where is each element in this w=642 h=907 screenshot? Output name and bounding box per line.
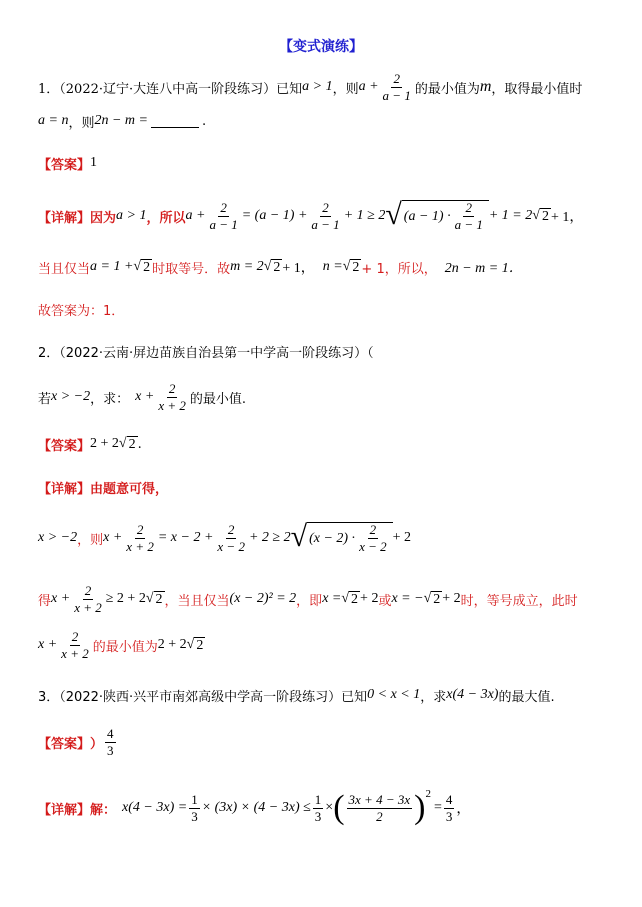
d1-e1: a + [185,208,206,223]
d3-bn: 3x + 4 − 3x [348,791,411,807]
d1-l2d: m = 2 [230,259,264,274]
d2-fd3: x − 2 [359,539,387,554]
q1-ask: 2n − m = [94,113,148,128]
detail-1-line1 [38,196,622,236]
q2-frac [156,382,188,412]
d2-l3-s: 2 [196,637,204,653]
d1-e2: = (a − 1) + [241,208,308,223]
question-1-line2 [38,110,622,132]
d1-l2a: 当且仅当 [38,261,91,277]
a2-sqrt: √ 2 [118,435,136,452]
d1-l2c: 时取等号．故 [152,261,231,277]
q1-then: ，则 [332,81,359,97]
d2-l2j: x = − [391,591,424,606]
d2-fn4: 2 [84,582,92,598]
d2-sqrt: √ (x − 2) · $\frac{2}{x - 2}$ [291,522,393,553]
d2-l3b: 的最小值为 [92,639,158,655]
d1-sqrt2: √ 2 [532,207,549,224]
d1-l2h: 2n − m = 1． [444,261,523,276]
q1-m: m [479,78,492,95]
d2-l1d: = x − 2 + [157,530,214,545]
d2-l3a: x + [38,637,58,652]
d1-text1: 因为 [90,210,117,226]
d2-l1c: x + [103,530,123,545]
d2-frac-3 [357,523,389,553]
d2-l2-sqrt3: √ 2 [423,590,441,607]
q1-period: . [201,113,207,129]
d2-fd4: x + 2 [74,599,102,615]
d1-l2-s3: 2 [352,259,360,275]
q3-mid: ，求 [420,689,447,705]
d3-f2n: 1 [314,791,322,807]
q1-frac-num: 2 [393,70,400,86]
d2-l2-sqrt: √ 2 [145,590,163,607]
d2-l2f: ，即 [296,593,323,609]
d1-fn1: 2 [220,199,227,215]
d2-l2a: 得 [38,593,52,609]
answer-blank [151,115,199,128]
detail-3-label: 【详解】 [38,802,91,818]
detail-2-line1 [38,518,622,558]
q2-cond: x > −2 [51,389,91,404]
d2-r: (x − 2) · [309,530,356,546]
d1-fd2: a − 1 [311,216,340,232]
d1-l3: 故答案为：1． [38,303,125,319]
d1-fd3: a − 1 [454,217,483,232]
a2-end: . [137,436,142,452]
d2-l2c: ≥ 2 + 2 [105,591,146,606]
q1-suffix: 的最小值为 [414,81,480,97]
detail-2-line3 [38,628,622,662]
d3-text: 解： [90,802,117,818]
d1-l2-sqrt: √ 2 [133,258,151,275]
d1-cond: a > 1 [116,208,147,223]
q3-source: 3．（2022·陕西·兴平市南郊高级中学高一阶段练习）已知 [38,689,368,705]
d2-l2-s: 2 [155,591,163,607]
d2-frac-4 [72,584,104,614]
q1-fraction [381,72,413,102]
d2-l3-sqrt: √ 2 [186,636,204,653]
d3-end: ， [456,802,471,817]
d3-frac-1 [189,793,200,823]
d1-text2: ，所以 [146,210,186,226]
a3-paren: ） [90,736,104,752]
q1-condition: a > 1 [302,79,333,94]
d1-fn3: 2 [465,200,472,216]
d2-l1e: + 2 ≥ 2 [248,530,291,545]
q2-source: 2．（2022·云南·屏边苗族自治县第一中学高一阶段练习）（ [38,345,374,361]
d3-e4: = [433,800,442,815]
d3-f1d: 3 [191,808,198,824]
d1-e4: + 1 = 2 [488,208,533,223]
right-paren: ) [414,789,426,826]
d3-f3n: 4 [445,791,453,807]
detail-2-label: 【详解】 [38,481,91,497]
d3-f3d: 3 [445,808,453,824]
detail-label: 【详解】 [38,210,91,226]
d1-e5: + 1， [550,210,584,225]
q3-expr: x(4 − 3x) [446,687,499,702]
d3-sq: 2 [425,788,431,800]
d1-s2: 2 [541,208,549,224]
d1-r1: (a − 1) · [403,208,451,224]
d1-fn2: 2 [322,199,329,215]
q3-end: 的最大值. [498,689,555,705]
d2-l1b: ，则 [77,532,104,548]
d2-fn2: 2 [227,521,235,537]
left-paren: ( [333,789,345,826]
q2-e1: x + [135,389,155,404]
detail-3 [38,786,622,830]
detail-2-header [38,476,622,498]
q2-fn: 2 [168,380,176,396]
q2-fd: x + 2 [158,397,186,413]
d3-f2d: 3 [314,808,322,824]
d1-l2-sqrt2: √ 2 [263,258,281,275]
d2-fn1: 2 [136,521,144,537]
d2-frac-1 [124,523,156,553]
answer-2-label: 【答案】 [38,438,91,454]
d2-fd5: x + 2 [61,645,89,661]
d1-l2-s2: 2 [273,259,281,275]
a2-v1: 2 + 2 [90,436,119,451]
d1-frac-3 [453,201,485,231]
d3-e3: × [325,800,334,815]
d2-l2-s3: 2 [433,591,441,607]
q1-expr: a + [358,79,379,94]
a3-n: 4 [107,725,114,741]
d3-frac-2 [313,793,324,823]
question-2 [38,340,622,362]
d3-frac-4 [444,793,455,823]
d2-fn5: 2 [71,628,79,644]
section-title: 【变式演练】 [279,39,363,55]
d2-frac-5 [59,630,91,660]
d1-e3: + 1 ≥ 2 [343,208,386,223]
d1-frac-1 [207,201,239,231]
question-1 [38,72,622,102]
d2-l3c: 2 + 2 [157,637,187,652]
q1-end: ，取得最小值时 [491,81,583,97]
d1-radicand [402,200,489,231]
detail-1-line3 [38,298,622,320]
d2-l2h: + 2 [360,591,379,606]
d2-radicand [307,522,393,553]
d2-fd2: x − 2 [217,538,245,554]
question-3 [38,684,622,706]
d1-l2e: + 1， [282,261,315,276]
d2-l2d: ，当且仅当 [164,593,230,609]
d2-l1f: + 2 [392,530,412,545]
d2-text: 由题意可得， [90,481,169,497]
d2-l2k: + 2 [442,591,461,606]
answer-1 [38,152,622,174]
answer-3-label: 【答案】 [38,736,91,752]
d3-e2: × (3x) × (4 − 3x) ≤ [201,800,311,815]
q2-l2b: ，求： [90,391,130,407]
detail-1-line2 [38,255,622,279]
d2-l2-s2: 2 [351,591,359,607]
d2-l2i: 或 [378,593,392,609]
d2-l2e: (x − 2)² = 2 [229,591,297,606]
q3-cond: 0 < x < 1 [367,687,421,702]
a2-s: 2 [128,436,136,452]
a3-frac [105,727,116,757]
answer-label: 【答案】 [38,157,91,173]
q1-mid: ，则 [68,115,95,131]
answer-1-value: 1 [90,155,98,170]
answer-3 [38,722,622,762]
d2-l2b: x + [51,591,71,606]
d2-l2l: 时，等号成立，此时 [460,593,578,609]
detail-2-line2 [38,582,622,616]
q2-l2c: 的最小值. [189,391,246,407]
d2-l1a: x > −2 [38,530,78,545]
question-2-line2 [38,380,622,414]
d1-l2b: a = 1 + [90,259,134,274]
a3-d: 3 [107,742,114,758]
answer-2 [38,432,622,456]
d2-l2g: x = [322,591,342,606]
d1-fd1: a − 1 [209,216,238,232]
d1-l2f: n = [322,259,343,274]
d2-frac-2 [215,523,247,553]
q1-a-eq-n: a = n [38,113,69,128]
d3-f1n: 1 [191,791,198,807]
d1-frac-2 [309,201,341,231]
q1-frac-den: a − 1 [382,87,411,103]
q1-source: 1．（2022·辽宁·大连八中高一阶段练习）已知 [38,81,303,97]
d3-e1: x(4 − 3x) = [122,800,188,815]
d1-l2-s: 2 [143,259,151,275]
d2-fd1: x + 2 [126,538,154,554]
d3-frac-3 [347,793,413,823]
d3-bd: 2 [376,808,383,824]
d2-fn3: 2 [369,522,377,538]
d1-l2g: + 1，所以， [361,261,437,277]
d1-l2-sqrt3: √ 2 [342,258,360,275]
d1-sqrt [385,200,489,231]
radical-sign: √ [385,198,402,232]
d2-l2-sqrt2: √ 2 [341,590,359,607]
q2-l2a: 若 [38,391,52,407]
